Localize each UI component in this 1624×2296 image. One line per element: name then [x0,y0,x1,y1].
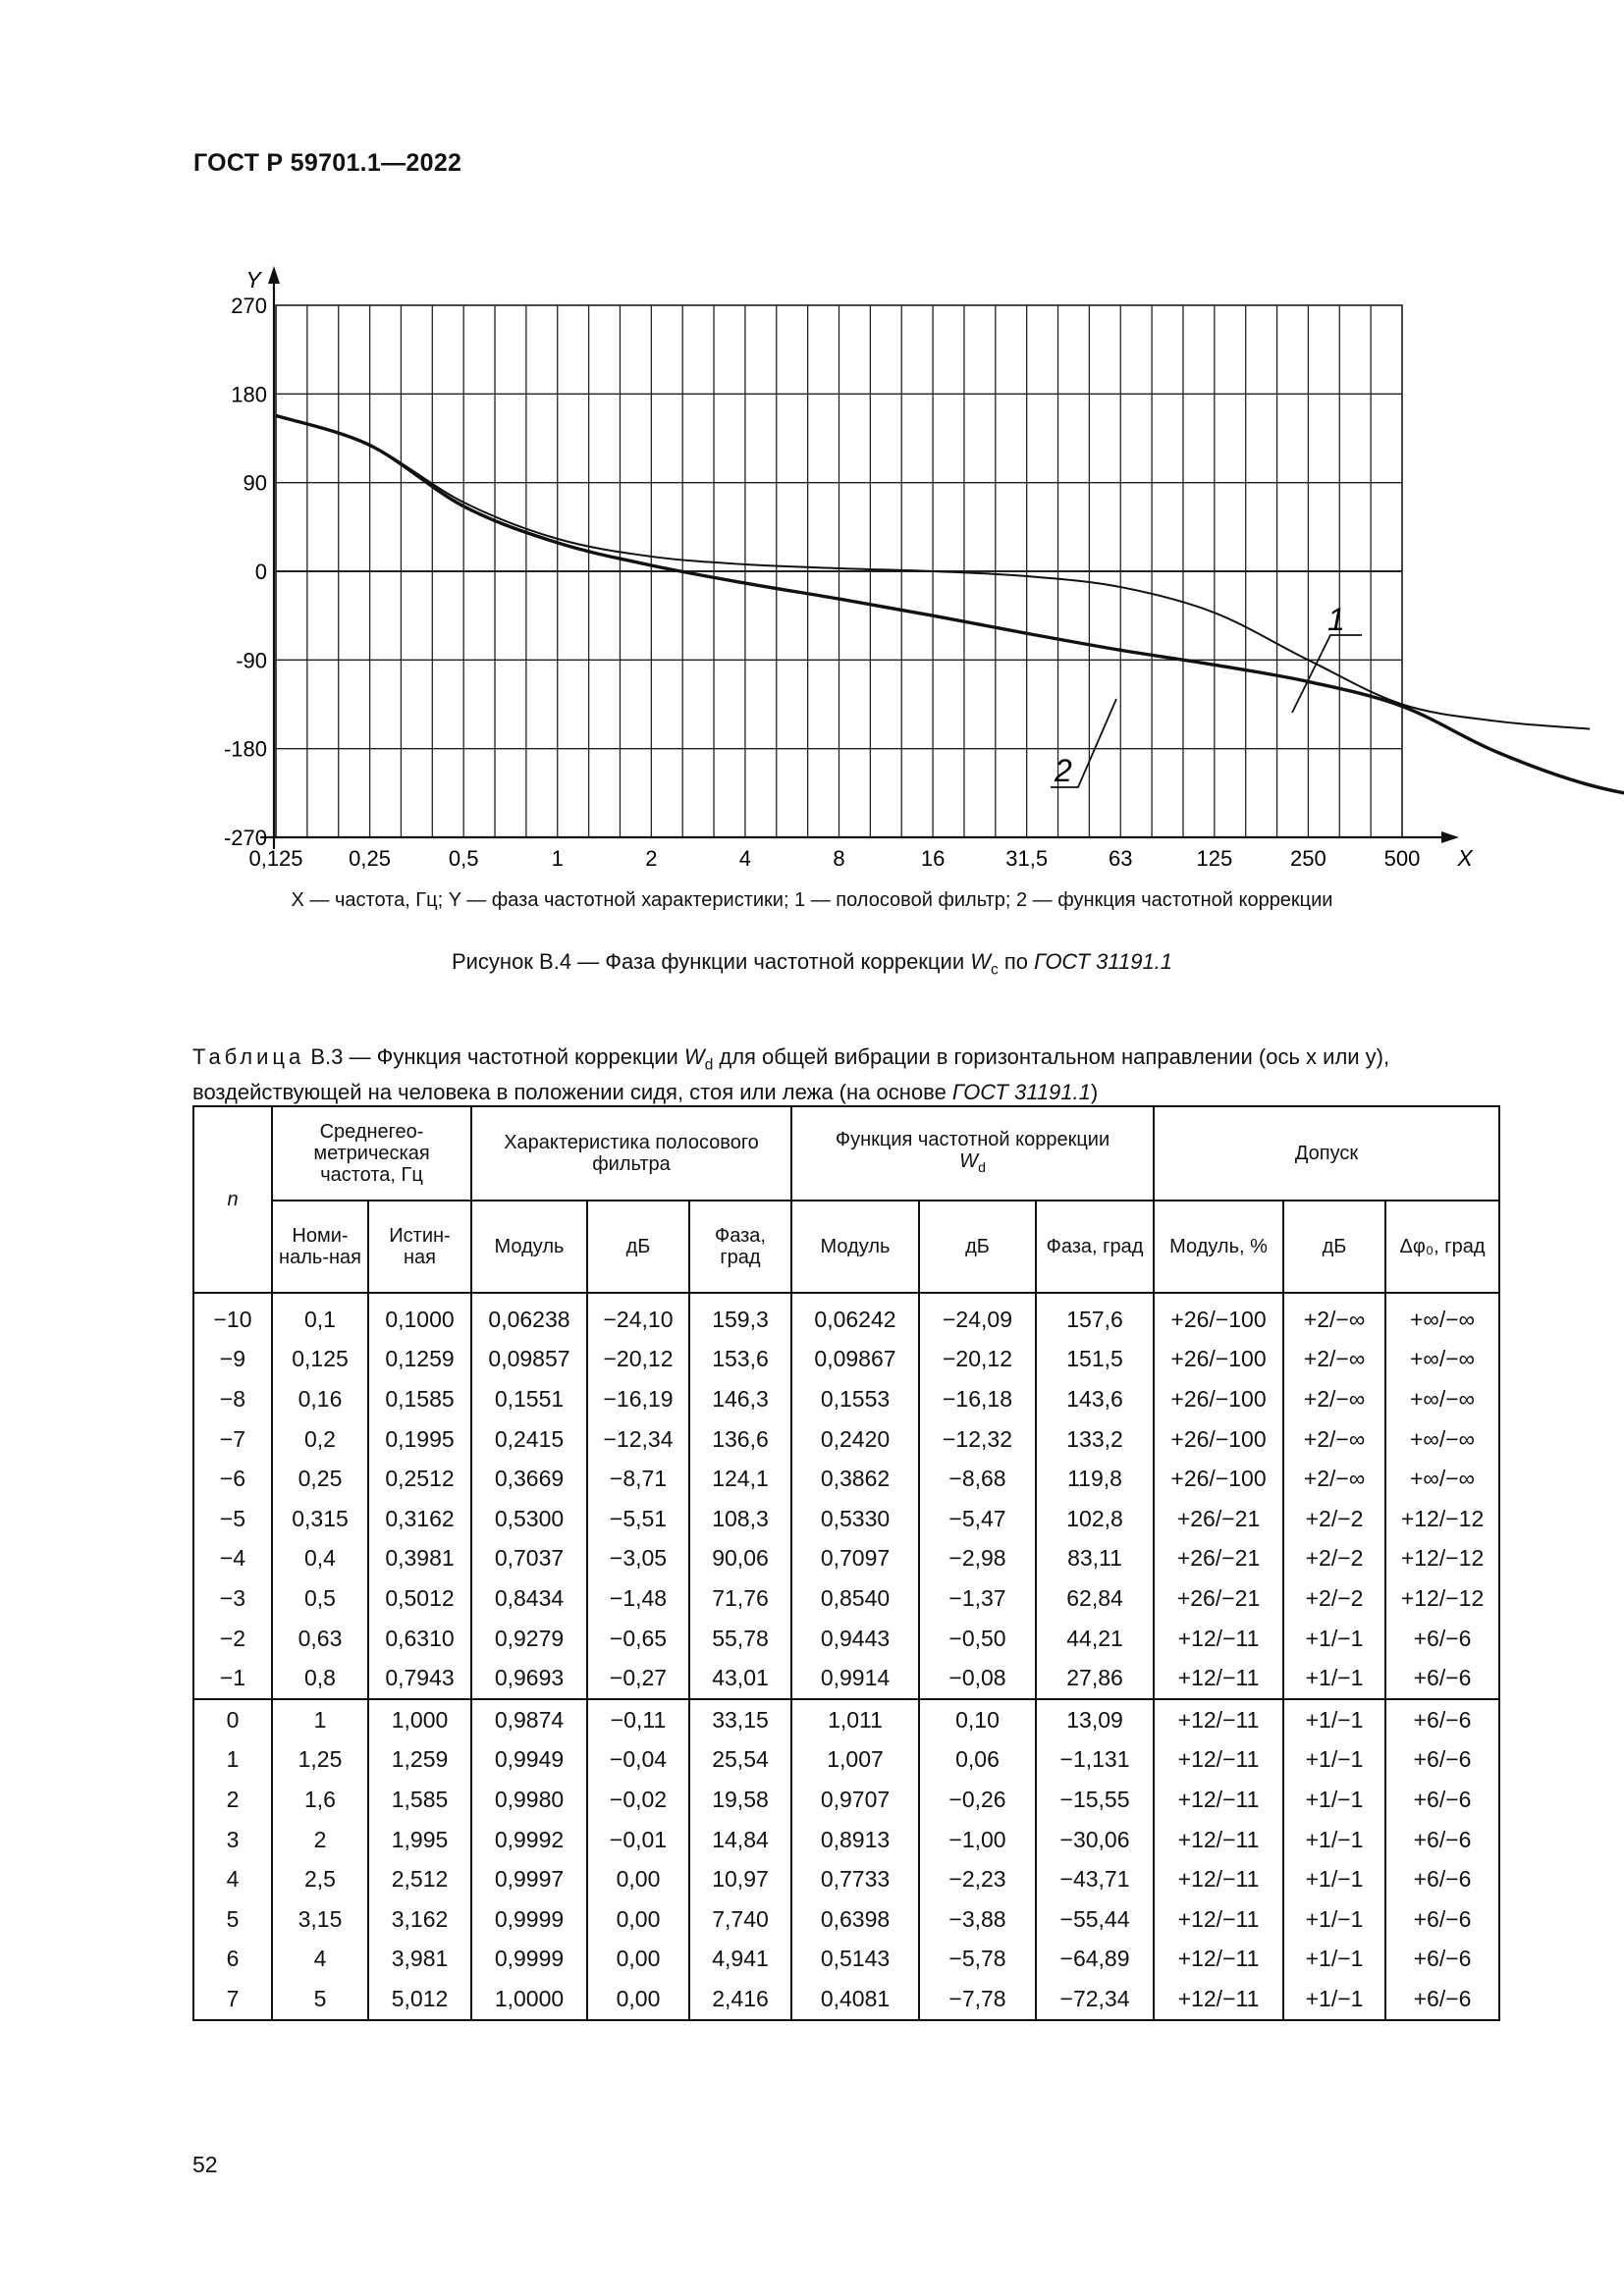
table-cell: +1/−1 [1283,1619,1385,1659]
x-tick-label: 16 [920,846,946,871]
table-cell: +12/−11 [1154,1940,1283,1980]
table-cell: 6 [193,1940,272,1980]
table-cell: 0,00 [587,1940,689,1980]
table-cell: 0,5143 [791,1940,919,1980]
table-cell: −0,11 [587,1699,689,1740]
header-tolerance: Допуск [1154,1106,1499,1201]
table-cell: 0,1585 [368,1379,471,1419]
table-cell: −0,08 [919,1658,1036,1699]
table-cell: +6/−6 [1385,1979,1499,2020]
page-number: 52 [192,2152,218,2177]
table-cell: −0,02 [587,1780,689,1820]
table-cell: 0,06242 [791,1293,919,1340]
table-cell: +12/−11 [1154,1658,1283,1699]
chart-axes [260,266,1459,849]
table-cell: 90,06 [689,1539,791,1579]
table-cell: 4 [272,1940,368,1980]
table-row [193,1658,1499,1699]
table-cell: +∞/−∞ [1385,1379,1499,1419]
table-cell: 4 [193,1859,272,1899]
table-cell: 0,9997 [471,1859,587,1899]
x-tick-label: 1 [551,846,564,871]
table-cell: 33,15 [689,1699,791,1740]
chart-grid [276,305,1402,837]
table-cell: +6/−6 [1385,1820,1499,1860]
table-cell: +1/−1 [1283,1820,1385,1860]
table-cell: −7,78 [919,1979,1036,2020]
table-cell: +12/−11 [1154,1899,1283,1940]
header-n: n [193,1106,272,1293]
table-cell: 83,11 [1036,1539,1154,1579]
table-cell: −8 [193,1379,272,1419]
subheader-2: Модуль [471,1201,587,1293]
table-cell: 0,9874 [471,1699,587,1740]
table-cell: 0,4081 [791,1979,919,2020]
table-cell: +6/−6 [1385,1859,1499,1899]
y-tick-label: -180 [223,736,267,762]
table-cell: 0,9992 [471,1820,587,1860]
table-cell: −7 [193,1419,272,1460]
subheader-3: дБ [587,1201,689,1293]
table-cell: −5 [193,1499,272,1539]
table-cell: 2,416 [689,1979,791,2020]
table-cell: +6/−6 [1385,1619,1499,1659]
table-row [193,1499,1499,1539]
table-cell: 0,1553 [791,1379,919,1419]
table-cell: 124,1 [689,1459,791,1499]
table-cell: 0,9980 [471,1780,587,1820]
y-tick-label: 90 [243,470,267,496]
table-cell: +26/−100 [1154,1293,1283,1340]
table-cell: 0,1995 [368,1419,471,1460]
table-cell: −3,05 [587,1539,689,1579]
x-tick-label: 31,5 [1005,846,1049,871]
table-cell: 0,9999 [471,1899,587,1940]
table-cell: +12/−11 [1154,1699,1283,1740]
table-cell: 0,9949 [471,1740,587,1781]
y-axis-arrow [268,266,280,284]
x-tick-label: 250 [1290,846,1326,871]
x-axis-arrow [1441,831,1459,843]
table-cell: +2/−∞ [1283,1379,1385,1419]
table-row [193,1820,1499,1860]
table-cell: +12/−12 [1385,1539,1499,1579]
table-cell: +12/−12 [1385,1499,1499,1539]
table-cell: −2 [193,1619,272,1659]
table-cell: 44,21 [1036,1619,1154,1659]
table-cell: −1 [193,1658,272,1699]
table-row [193,1379,1499,1419]
table-cell: −8,68 [919,1459,1036,1499]
table-cell: 0,3862 [791,1459,919,1499]
y-tick-label: 270 [231,294,267,318]
table-cell: −6 [193,1459,272,1499]
table-cell: +12/−11 [1154,1979,1283,2020]
table-cell: +26/−100 [1154,1340,1283,1380]
subheader-1: Истин-ная [368,1201,471,1293]
table-cell: 1,011 [791,1699,919,1740]
table-cell: 55,78 [689,1619,791,1659]
table-cell: 0,00 [587,1899,689,1940]
table-cell: 1,0000 [471,1979,587,2020]
table-cell: +26/−100 [1154,1379,1283,1419]
table-row [193,1979,1499,2020]
table-cell: 0,1551 [471,1379,587,1419]
series-1-leader [1292,635,1362,713]
table-cell: 0,1 [272,1293,368,1340]
series-2-label: 2 [1055,753,1072,788]
table-cell: +12/−11 [1154,1780,1283,1820]
document-header: ГОСТ Р 59701.1—2022 [193,149,462,177]
table-cell: +26/−100 [1154,1419,1283,1460]
table-cell: −0,27 [587,1658,689,1699]
table-cell: 2 [272,1820,368,1860]
table-cell: −0,65 [587,1619,689,1659]
table-cell: 0,5330 [791,1499,919,1539]
table-cell: −30,06 [1036,1820,1154,1860]
table-cell: 1,000 [368,1699,471,1740]
table-cell: 0,8913 [791,1820,919,1860]
table-cell: 2,5 [272,1859,368,1899]
table-cell: 108,3 [689,1499,791,1539]
table-cell: +1/−1 [1283,1859,1385,1899]
table-cell: +2/−∞ [1283,1340,1385,1380]
table-cell: +12/−11 [1154,1820,1283,1860]
table-cell: 0,09867 [791,1340,919,1380]
table-row [193,1899,1499,1940]
table-cell: −55,44 [1036,1899,1154,1940]
table-cell: +∞/−∞ [1385,1293,1499,1340]
x-tick-label: 0,125 [248,846,303,871]
table-cell: 0,63 [272,1619,368,1659]
table-cell: 0,8434 [471,1578,587,1619]
subheader-10: Δφ₀, град [1385,1201,1499,1293]
table-cell: +1/−1 [1283,1658,1385,1699]
phase-chart [0,0,1624,883]
x-tick-label: 0,25 [349,846,391,871]
table-row [193,1340,1499,1380]
x-tick-label: 63 [1109,846,1133,871]
table-cell: 1 [272,1699,368,1740]
y-tick-label: -270 [223,826,267,850]
table-cell: −2,98 [919,1539,1036,1579]
y-tick-label: -90 [236,648,267,673]
table-cell: −5,51 [587,1499,689,1539]
table-cell: +12/−11 [1154,1859,1283,1899]
table-cell: 0,3162 [368,1499,471,1539]
table-cell: −12,32 [919,1419,1036,1460]
table-cell: 1,995 [368,1820,471,1860]
table-cell: −0,26 [919,1780,1036,1820]
table-cell: 0,6310 [368,1619,471,1659]
table-cell: −16,18 [919,1379,1036,1419]
table-cell: 1,259 [368,1740,471,1781]
table-cell: +6/−6 [1385,1658,1499,1699]
table-cell: +2/−∞ [1283,1459,1385,1499]
table-cell: 102,8 [1036,1499,1154,1539]
table-cell: 0,5012 [368,1578,471,1619]
table-caption: Таблица В.3 — Функция частотной коррекции $W_d$ для общей вибрации в горизонтальном направлении (ось x или y), воздействующей на человека в положении сидя, стоя или лежа (на основе ГОСТ 31191.1) [192,1044,1390,1105]
weighting-table [192,1105,1500,2021]
table-cell: 1,585 [368,1780,471,1820]
table-cell: 1,007 [791,1740,919,1781]
table-cell: +6/−6 [1385,1699,1499,1740]
table-row [193,1619,1499,1659]
table-cell: +2/−2 [1283,1499,1385,1539]
x-axis-label: X [1457,845,1473,871]
subheader-4: Фаза, град [689,1201,791,1293]
table-cell: 0,3981 [368,1539,471,1579]
subheader-8: Модуль, % [1154,1201,1283,1293]
table-cell: 71,76 [689,1578,791,1619]
table-cell: −4 [193,1539,272,1579]
table-cell: −43,71 [1036,1859,1154,1899]
table-cell: 0,16 [272,1379,368,1419]
subheader-9: дБ [1283,1201,1385,1293]
table-cell: 0,2 [272,1419,368,1460]
table-cell: 0,5 [272,1578,368,1619]
table-cell: 1,25 [272,1740,368,1781]
x-tick-label: 4 [738,846,752,871]
table-cell: 0,7097 [791,1539,919,1579]
chart-curves [276,415,1624,814]
table-cell: −24,09 [919,1293,1036,1340]
table-cell: +1/−1 [1283,1899,1385,1940]
table-cell: −9 [193,1340,272,1380]
table-cell: −5,47 [919,1499,1036,1539]
table-cell: 0,7943 [368,1658,471,1699]
table-caption-label: Таблица [192,1044,305,1069]
table-cell: −5,78 [919,1940,1036,1980]
table-cell: 0,06 [919,1740,1036,1781]
y-tick-label: 180 [231,382,267,407]
table-cell: −1,37 [919,1578,1036,1619]
table-cell: 13,09 [1036,1699,1154,1740]
table-cell: 0,9279 [471,1619,587,1659]
table-cell: 0,25 [272,1459,368,1499]
table-cell: 27,86 [1036,1658,1154,1699]
subheader-5: Модуль [791,1201,919,1293]
header-filter: Характеристика полосового фильтра [471,1106,791,1201]
figure-legend-text: X — частота, Гц; Y — фаза частотной характеристики; 1 — полосовой фильтр; 2 — функция частотной коррекции [291,889,1333,911]
table-cell: −12,34 [587,1419,689,1460]
table-cell: 0,9443 [791,1619,919,1659]
table-cell: +6/−6 [1385,1899,1499,1940]
x-tick-label: 500 [1383,846,1421,871]
table-cell: 0,125 [272,1340,368,1380]
table-cell: +1/−1 [1283,1740,1385,1781]
table-cell: 0,09857 [471,1340,587,1380]
table-cell: 0,2415 [471,1419,587,1460]
table-cell: 0,7037 [471,1539,587,1579]
table-cell: +∞/−∞ [1385,1340,1499,1380]
table-cell: 4,941 [689,1940,791,1980]
table-cell: −16,19 [587,1379,689,1419]
table-row [193,1740,1499,1781]
table-cell: +2/−∞ [1283,1419,1385,1460]
table-cell: −15,55 [1036,1780,1154,1820]
table-cell: 5 [272,1979,368,2020]
table-cell: −1,48 [587,1578,689,1619]
table-cell: 3 [193,1820,272,1860]
table-cell: 0,8540 [791,1578,919,1619]
table-cell: +6/−6 [1385,1780,1499,1820]
figure-legend [0,889,1624,912]
table-cell: 0 [193,1699,272,1740]
table-cell: +1/−1 [1283,1780,1385,1820]
table-cell: 5,012 [368,1979,471,2020]
table-cell: 0,3669 [471,1459,587,1499]
header-correction: Функция частотной коррекции $W_d$ [791,1106,1154,1201]
table-row [193,1419,1499,1460]
table-cell: 0,9693 [471,1658,587,1699]
table-cell: 7 [193,1979,272,2020]
table-cell: 10,97 [689,1859,791,1899]
table-cell: 119,8 [1036,1459,1154,1499]
table-cell: 0,00 [587,1979,689,2020]
table-cell: 0,10 [919,1699,1036,1740]
table-cell: +26/−21 [1154,1539,1283,1579]
table-cell: −2,23 [919,1859,1036,1899]
table-cell: 5 [193,1899,272,1940]
table-cell: 133,2 [1036,1419,1154,1460]
table-cell: −64,89 [1036,1940,1154,1980]
table-cell: 0,1259 [368,1340,471,1380]
y-axis-label: Y [245,267,261,293]
table-cell: 0,6398 [791,1899,919,1940]
table-cell: 2,512 [368,1859,471,1899]
table-cell: −72,34 [1036,1979,1154,2020]
table-cell: 0,2512 [368,1459,471,1499]
table-cell: 62,84 [1036,1578,1154,1619]
table-cell: −24,10 [587,1293,689,1340]
x-tick-label: 8 [833,846,845,871]
table-cell: +1/−1 [1283,1940,1385,1980]
table-cell: −0,01 [587,1820,689,1860]
table-cell: 0,5300 [471,1499,587,1539]
table-cell: −1,00 [919,1820,1036,1860]
x-tick-label: 125 [1196,846,1233,871]
table-cell: 0,315 [272,1499,368,1539]
table-cell: +1/−1 [1283,1699,1385,1740]
table-cell: 159,3 [689,1293,791,1340]
table-cell: 1 [193,1740,272,1781]
table-cell: −0,04 [587,1740,689,1781]
table-cell: +12/−11 [1154,1740,1283,1781]
table-cell: 0,2420 [791,1419,919,1460]
table-cell: 14,84 [689,1820,791,1860]
table-cell: −8,71 [587,1459,689,1499]
table-cell: 153,6 [689,1340,791,1380]
table-cell: 157,6 [1036,1293,1154,1340]
table-cell: 143,6 [1036,1379,1154,1419]
table-row [193,1780,1499,1820]
table-cell: 151,5 [1036,1340,1154,1380]
table-cell: +1/−1 [1283,1979,1385,2020]
subheader-7: Фаза, град [1036,1201,1154,1293]
table-cell: +26/−21 [1154,1578,1283,1619]
table-cell: 2 [193,1780,272,1820]
table-row [193,1459,1499,1499]
table-cell: +6/−6 [1385,1940,1499,1980]
table-cell: +12/−11 [1154,1619,1283,1659]
header-freq: Среднегео-метрическая частота, Гц [272,1106,471,1201]
table-cell: 0,9707 [791,1780,919,1820]
table-row [193,1699,1499,1740]
table-cell: −10 [193,1293,272,1340]
table-cell: −20,12 [587,1340,689,1380]
table-cell: −3,88 [919,1899,1036,1940]
table-row [193,1940,1499,1980]
table-cell: −3 [193,1578,272,1619]
table-cell: 146,3 [689,1379,791,1419]
subheader-6: дБ [919,1201,1036,1293]
table-cell: +26/−21 [1154,1499,1283,1539]
table-cell: 0,9914 [791,1658,919,1699]
x-tick-label: 0,5 [448,846,479,871]
table-cell: 3,15 [272,1899,368,1940]
table-cell: +6/−6 [1385,1740,1499,1781]
table-cell: 0,9999 [471,1940,587,1980]
table-cell: 3,981 [368,1940,471,1980]
table-row [193,1539,1499,1579]
table-cell: 3,162 [368,1899,471,1940]
table-cell: 0,7733 [791,1859,919,1899]
table-row [193,1859,1499,1899]
table-cell: 0,8 [272,1658,368,1699]
table-cell: 0,06238 [471,1293,587,1340]
subheader-0: Номи-наль-ная [272,1201,368,1293]
table-row [193,1578,1499,1619]
table-cell: −20,12 [919,1340,1036,1380]
table-cell: 25,54 [689,1740,791,1781]
table-cell: 19,58 [689,1780,791,1820]
table-cell: +2/−2 [1283,1578,1385,1619]
table-cell: 0,4 [272,1539,368,1579]
series-1-label: 1 [1327,602,1345,637]
table-cell: +2/−2 [1283,1539,1385,1579]
table-row [193,1293,1499,1340]
series-2-line [276,415,1624,814]
table-cell: 7,740 [689,1899,791,1940]
table-cell: +∞/−∞ [1385,1459,1499,1499]
table-cell: 0,1000 [368,1293,471,1340]
table-cell: 43,01 [689,1658,791,1699]
table-cell: 0,00 [587,1859,689,1899]
table-cell: 1,6 [272,1780,368,1820]
table-cell: −1,131 [1036,1740,1154,1781]
y-tick-label: 0 [254,560,267,584]
figure-caption: Рисунок В.4 — Фаза функции частотной коррекции $W_c$ по ГОСТ 31191.1 [451,949,1173,979]
table-cell: 136,6 [689,1419,791,1460]
table-cell: +2/−∞ [1283,1293,1385,1340]
table-cell: +26/−100 [1154,1459,1283,1499]
x-tick-label: 2 [645,846,658,871]
table-cell: +12/−12 [1385,1578,1499,1619]
table-cell: +∞/−∞ [1385,1419,1499,1460]
table-cell: −0,50 [919,1619,1036,1659]
